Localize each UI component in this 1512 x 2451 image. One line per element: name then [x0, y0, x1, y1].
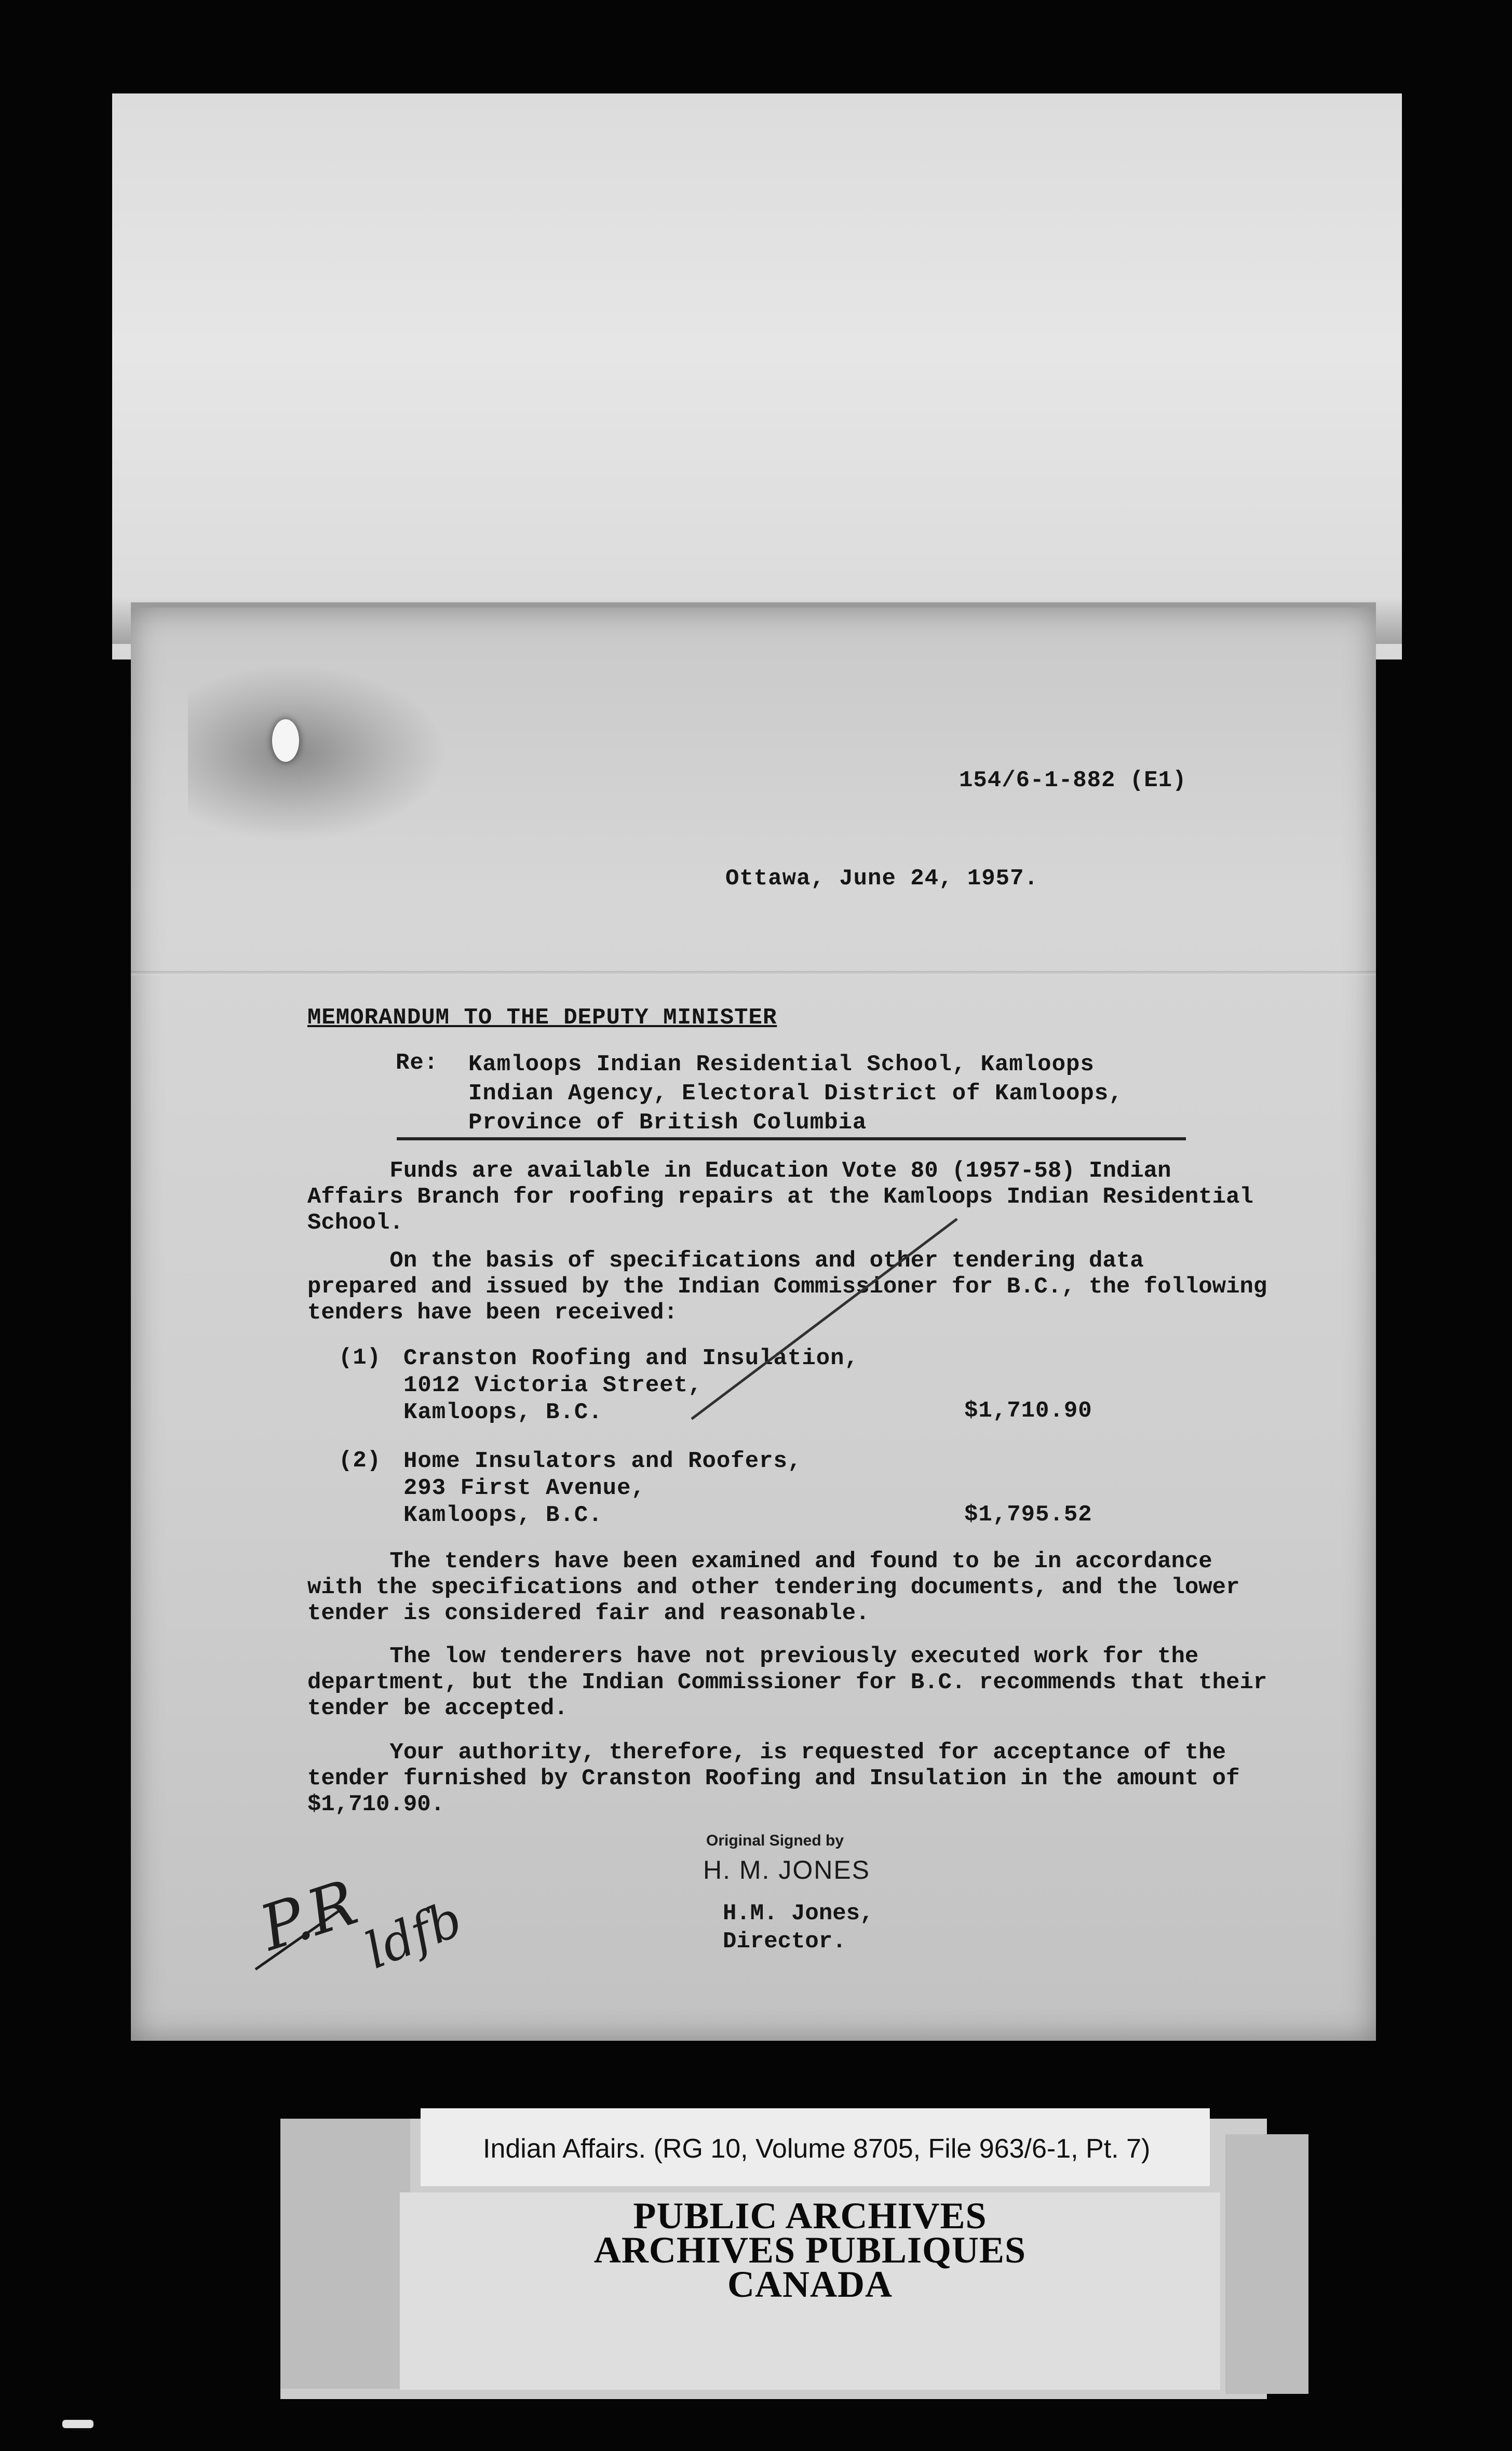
subject-underline	[397, 1137, 1186, 1140]
signatory-title: Director.	[723, 1929, 846, 1955]
tender-line: 1012 Victoria Street,	[403, 1372, 703, 1398]
paper-fold	[131, 971, 1376, 975]
text-line: department, but the Indian Commissioner for B.C. recommends that their	[307, 1669, 1267, 1695]
tender-1-amount: $1,710.90	[964, 1398, 1092, 1424]
paper-stain	[188, 665, 448, 841]
date-line: Ottawa, June 24, 1957.	[725, 866, 1038, 892]
handwritten-initials: P.R	[252, 1866, 366, 1965]
memo-page	[131, 608, 1376, 2041]
memo-heading: MEMORANDUM TO THE DEPUTY MINISTER	[307, 1005, 777, 1031]
text-line: prepared and issued by the Indian Commissioner for B.C., the following	[307, 1274, 1267, 1300]
paragraph-examined	[307, 1548, 1320, 1626]
tender-line: Kamloops, B.C.	[403, 1399, 603, 1425]
archive-stamp	[400, 2192, 1220, 2390]
paragraph-tenders-received	[307, 1248, 1320, 1326]
text-line: The low tenderers have not previously executed work for the	[307, 1644, 1199, 1669]
back-sheet	[112, 93, 1402, 659]
handwritten-initials: ldfb	[357, 1889, 470, 1981]
tender-line: 293 First Avenue,	[403, 1475, 645, 1501]
re-line: Province of British Columbia	[468, 1110, 867, 1136]
tender-line: Home Insulators and Roofers,	[403, 1448, 802, 1474]
tender-1-address	[403, 1345, 859, 1426]
text-line: Your authority, therefore, is requested for acceptance of the	[307, 1740, 1226, 1766]
tender-number: (2)	[339, 1448, 382, 1474]
file-reference: 154/6-1-882 (E1)	[959, 767, 1187, 793]
archive-label-edge	[1225, 2134, 1308, 2394]
signed-stamp-label: Original Signed by	[706, 1832, 844, 1849]
tender-line: Cranston Roofing and Insulation,	[403, 1345, 859, 1371]
signatory-name: H.M. Jones,	[723, 1901, 874, 1927]
text-line: $1,710.90.	[307, 1792, 445, 1817]
tender-number: (1)	[339, 1345, 382, 1371]
text-line: tenders have been received:	[307, 1300, 678, 1326]
text-line: Funds are available in Education Vote 80 (1957-58) Indian	[307, 1158, 1171, 1184]
paragraph-funds	[307, 1158, 1320, 1236]
re-line: Indian Agency, Electoral District of Kamloops,	[468, 1081, 1123, 1107]
text-line: with the specifications and other tendering documents, and the lower	[307, 1574, 1240, 1600]
text-line: The tenders have been examined and found to be in accordance	[307, 1548, 1212, 1574]
signed-stamp-name: H. M. JONES	[703, 1855, 871, 1884]
archive-label-edge	[280, 2119, 410, 2389]
text-line: Affairs Branch for roofing repairs at the Kamloops Indian Residential	[307, 1184, 1253, 1210]
archive-reference-strip	[421, 2108, 1210, 2186]
text-line: tender is considered fair and reasonable.	[307, 1600, 870, 1626]
archive-line: CANADA	[727, 2264, 893, 2305]
re-subject	[468, 1050, 1123, 1137]
re-line: Kamloops Indian Residential School, Kamloops	[468, 1052, 1095, 1078]
text-line: tender furnished by Cranston Roofing and Insulation in the amount of	[307, 1766, 1240, 1792]
re-label: Re:	[396, 1050, 439, 1076]
archive-line: PUBLIC ARCHIVES	[633, 2195, 987, 2237]
tender-2-address	[403, 1448, 802, 1529]
signature-block	[723, 1900, 873, 1956]
text-line: tender be accepted.	[307, 1695, 568, 1721]
tender-2-amount: $1,795.52	[964, 1502, 1092, 1528]
film-speck	[62, 2420, 93, 2428]
tender-line: Kamloops, B.C.	[403, 1502, 603, 1528]
punch-hole	[272, 719, 299, 762]
paragraph-low-tenderers	[307, 1644, 1320, 1721]
paragraph-authority	[307, 1740, 1320, 1817]
archive-line: ARCHIVES PUBLIQUES	[593, 2229, 1027, 2271]
text-line: On the basis of specifications and other tendering data	[307, 1248, 1144, 1274]
archive-reference: Indian Affairs. (RG 10, Volume 8705, File 963/6-1, Pt. 7)	[483, 2134, 1151, 2164]
text-line: School.	[307, 1210, 403, 1236]
